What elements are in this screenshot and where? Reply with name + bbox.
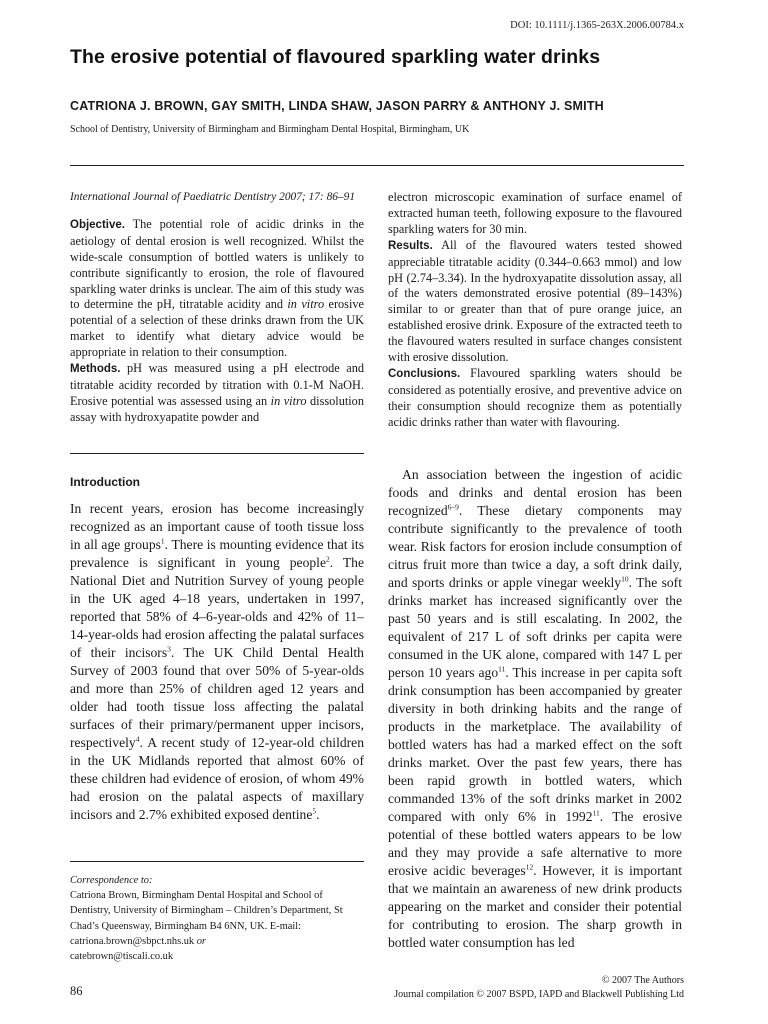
citation-ref: 2	[325, 554, 330, 564]
copyright-authors: © 2007 The Authors	[601, 975, 684, 986]
correspondence-or: or	[196, 935, 206, 947]
intro-p1-text: . There is mounting evidence that its prevalence is significant in young people	[70, 537, 364, 570]
doi: DOI: 10.1111/j.1365-263X.2006.00784.x	[510, 20, 684, 31]
results-label: Results.	[388, 239, 433, 252]
citation-ref: 3	[167, 644, 171, 654]
methods-unit: M	[312, 377, 324, 392]
correspondence-rule	[70, 861, 364, 862]
intro-p1-text: . The UK Child Dental Health Survey of 2003 found that over 50% of 5-year-olds and more than 25% of children aged 12 years and older had tooth tissue loss affecting the palatal surfaces of their primary/permanent upper incisors, respectively	[70, 645, 364, 750]
intro-paragraph-2	[388, 466, 682, 952]
citation-ref: 6–9	[447, 502, 459, 512]
methods-label: Methods.	[70, 363, 121, 376]
citation-ref: 10	[621, 574, 629, 584]
citation-ref: 5	[312, 806, 317, 816]
citation-ref: 1	[160, 536, 165, 546]
correspondence-address: Catriona Brown, Birmingham Dental Hospital and School of Dentistry, University of Birmingham – Children’s Department, St Chad’s Queensway, Birmingham B4 6NN, UK. E-mail: catriona.brown@sbpct.nhs.uk	[70, 890, 343, 947]
intro-p1-text: . A recent study of 12-year-old children in the UK Midlands reported that almost 60% of these children had evidence of erosion, of whom 49% had erosion on the palatal aspects of maxillary incisors and 2.7% exhibited exposed dentine	[70, 735, 364, 822]
abstract-right-text	[388, 190, 682, 431]
intro-p1-text: . The National Diet and Nutrition Survey of young people in the UK aged 4–18 years, undertaken in 1997, reported that 58% of 4–6-year-olds and 42% of 11–14-year-olds had erosion affecting the palatal surfaces of their incisors	[70, 555, 364, 660]
intro-p1-text: In recent years, erosion has become increasingly recognized as an important cause of tooth tissue loss in all age groups	[70, 501, 364, 552]
footer-copyright	[394, 974, 684, 1001]
abstract-text-flow	[70, 217, 364, 426]
article-title: The erosive potential of flavoured sparkling water drinks	[70, 46, 601, 68]
introduction-right-column	[388, 466, 682, 960]
objective-text: The potential role of acidic drinks in the aetiology of dental erosion is well recognized. Whilst the wide-scale consumption of bottled waters is unlikely to contribute significantly to erosion, the role of flavoured sparkling water drinks is unclear. The aim of this study was to determine the pH, titratable acidity and	[70, 216, 364, 312]
citation-ref: 12	[525, 862, 534, 872]
intro-p2-text: . The soft drinks market has increased significantly over the past 50 years and is still escalating. In 2002, the equivalent of 217 L of soft drinks per capita were consumed in the UK alone, compared with 147 L per person 10 years ago	[388, 575, 682, 680]
citation-ref: 11	[498, 664, 506, 674]
journal-citation: International Journal of Paediatric Dentistry 2007; 17: 86–91	[70, 191, 356, 203]
methods-text-mid: NaOH. Erosive potential was assessed using an	[70, 377, 364, 408]
intro-p2-text: . These dietary components may contribute significantly to the prevalence of tooth wear. Risk factors for erosion include consumption of citrus fruit more than twice a day, a soft drink daily, and sports drinks or apple vinegar weekly	[388, 503, 682, 590]
objective-italic: in vitro	[287, 297, 325, 312]
intro-p1-text: .	[316, 807, 320, 822]
header-rule	[70, 165, 684, 166]
conclusions-text: Flavoured sparkling waters should be considered as potentially erosive, and preventive advice on their consumption should recognize them as potentially acidic drinks rather than water with flavouring.	[388, 365, 682, 429]
introduction-left-column	[70, 500, 364, 845]
methods-italic: in vitro	[270, 393, 307, 408]
objective-label: Objective.	[70, 218, 125, 231]
results-text: All of the flavoured waters tested showed appreciable titratable acidity (0.344–0.663 mmol) and low pH (2.74–3.34). In the hydroxyapatite dissolution assay, all of the waters demonstrated erosive potential (89–143%) similar to or greater than that of pure orange juice, an established erosive drink. Exposure of the extracted teeth to the flavoured waters resulted in surface changes consistent with erosive dissolution.	[388, 237, 682, 365]
conclusions-label: Conclusions.	[388, 367, 461, 380]
objective-text-end: erosive potential of a selection of these drinks drawn from the UK market to identify what dietary advice would be appropriate in relation to their consumption.	[70, 297, 364, 360]
methods-text-end-left: dissolution assay with hydroxyapatite powder and	[70, 393, 364, 424]
intro-p2-text: . However, it is important that we maintain an awareness of new drink products appearing on the market and consider their potential for contributing to erosion. The sharp growth in bottled water consumption has led	[388, 863, 682, 950]
abstract-left-column	[70, 190, 364, 446]
methods-continued: electron microscopic examination of surface enamel of extracted human teeth, following exposure to the flavoured sparkling waters for 30 min.	[388, 190, 682, 236]
intro-p2-text: . The erosive potential of these bottled waters appears to be low and they may provide a safe alternative to more erosive acidic beverages	[388, 809, 682, 878]
author-list: CATRIONA J. BROWN, GAY SMITH, LINDA SHAW, JASON PARRY & ANTHONY J. SMITH	[70, 99, 604, 113]
copyright-journal: Journal compilation © 2007 BSPD, IAPD and Blackwell Publishing Ltd	[394, 988, 684, 1000]
intro-p2-text: An association between the ingestion of acidic foods and drinks and dental erosion has been recognized	[388, 467, 682, 518]
abstract-right-column	[388, 190, 682, 446]
citation-ref: 4	[135, 734, 140, 744]
correspondence-email-2: catebrown@tiscali.co.uk	[70, 951, 174, 963]
intro-paragraph-1	[70, 500, 364, 824]
methods-text: pH was measured using a pH electrode and titratable acidity recorded by titration with 0.1-	[70, 361, 364, 392]
correspondence-heading: Correspondence to:	[70, 875, 153, 886]
intro-p2-text: . This increase in per capita soft drink consumption has been accompanied by greater diversity in both drinking habits and the range of products in the marketplace. The availability of bottled waters has had a marked effect on the soft drinks market. Over the past few years, there has been rapid growth in bottled waters, which commanded 13% of the soft drinks market in 2002 compared with only 6% in 1992	[388, 665, 682, 824]
section-heading-introduction: Introduction	[70, 475, 140, 489]
abstract-rule	[70, 453, 364, 454]
affiliation: School of Dentistry, University of Birmingham and Birmingham Dental Hospital, Birmingham, UK	[70, 124, 470, 135]
page-number: 86	[70, 984, 83, 998]
citation-ref: 11	[592, 808, 600, 818]
correspondence-block	[70, 873, 364, 964]
